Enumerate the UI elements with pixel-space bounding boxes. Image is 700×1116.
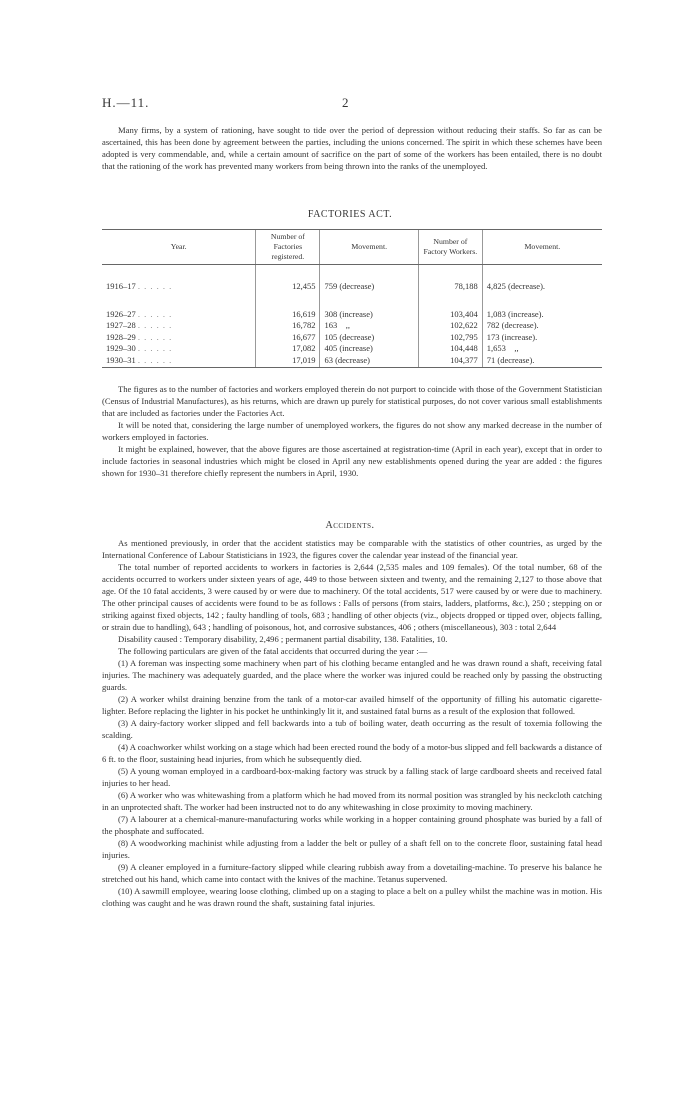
row-workers: 102,795 [418, 332, 482, 344]
accidents-paragraph: Disability caused : Temporary disability, 2,496 ; permanent partial disability, 138. Fatalities, 10. [118, 634, 448, 644]
row-workers-movement: 71 (decrease). [482, 355, 602, 367]
fatal-accident-item: (8) A woodworking machinist while adjusting from a ladder the belt or pulley of a shaft fell on to the concrete floor, sustaining fatal head injuries. [102, 838, 602, 860]
intro-section [102, 124, 602, 172]
row-leader: . . . . . . [137, 343, 173, 354]
col-header-workers-movement: Movement. [482, 230, 602, 265]
row-factories: 16,782 [256, 320, 320, 332]
factories-act-title: FACTORIES ACT. [307, 209, 393, 220]
table-row [102, 320, 602, 332]
col-header-year: Year. [102, 230, 256, 265]
table-row [102, 343, 602, 355]
row-factories: 17,019 [256, 355, 320, 367]
row-movement: 759 (decrease) [320, 281, 419, 293]
accidents-title: Accidents. [325, 520, 375, 531]
row-leader: . . . . . . [137, 308, 173, 319]
row-workers-movement: 173 (increase). [482, 332, 602, 344]
row-movement: 308 (increase) [320, 309, 419, 321]
table-row [102, 281, 602, 293]
row-factories: 17,082 [256, 343, 320, 355]
document-code: H.—11. [102, 95, 150, 110]
notes-paragraph: It might be explained, however, that the above figures are those ascertained at registration-time (April in each year), except that in order to include factories in seasonal industries which might be closed in April any new establishments opened during the year are added : the figures shown for 1930–31 therefore chiefly represent the numbers in April, 1930. [102, 444, 602, 478]
row-leader: . . . . . . [137, 331, 173, 342]
col-header-workers: Number of Factory Workers. [418, 230, 482, 265]
row-movement: 163 ,, [320, 320, 419, 332]
table-row [102, 332, 602, 344]
row-year: 1930–31 [106, 354, 136, 365]
row-workers: 103,404 [418, 309, 482, 321]
fatal-accident-item: (6) A worker who was whitewashing from a platform which he had moved from its normal position was strangled by his neckcloth catching in an unprotected shaft. The worker had been instructed not to do any whitewashing in close proximity to moving machinery. [102, 790, 602, 812]
fatal-accident-item: (4) A coachworker whilst working on a stage which had been erected round the body of a motor-bus slipped and fell backwards a distance of 6 ft. to the floor, sustaining head injuries, from which he subsequently died. [102, 742, 602, 764]
row-workers-movement: 1,653 ,, [482, 343, 602, 355]
intro-paragraph: Many firms, by a system of rationing, have sought to tide over the period of depression without reducing their staffs. So far as can be ascertained, this has been done by agreement between the parties, including the unions concerned. The spirit in which these schemes have been adopted is very commendable, and, while a certain amount of sacrifice on the part of some of the workers has been entailed, there is no doubt that the rationing of the work has prevented many workers from being thrown into the ranks of the unemployed. [102, 125, 602, 171]
fatal-accident-item: (2) A worker whilst draining benzine from the tank of a motor-car availed himself of the opportunity of filling his automatic cigarette-lighter. Before replacing the lighter in his pocket he unthinkingly lit it, and sustained fatal burns as a result of the explosion that followed. [102, 694, 602, 716]
row-year: 1916–17 [106, 281, 136, 291]
notes-section [102, 383, 602, 479]
col-header-factories: Number of Factories registered. [256, 230, 320, 265]
accidents-paragraph: As mentioned previously, in order that the accident statistics may be comparable with the statistics of other countries, as urged by the International Conference of Labour Statisticians in 1923, the figures cover the calendar year instead of the financial year. [102, 538, 602, 560]
row-factories: 16,619 [256, 309, 320, 321]
fatal-accident-item: (3) A dairy-factory worker slipped and fell backwards into a tub of boiling water, death occurring as the result of toxemia following the scalding. [102, 718, 602, 740]
row-workers: 104,448 [418, 343, 482, 355]
row-leader: . . . . . . [137, 320, 173, 331]
fatal-accident-item: (1) A foreman was inspecting some machinery when part of his clothing became entangled and he was drawn round a shaft, receiving fatal injuries. The machinery was adequately guarded, and the place where the worker was injured could be reached only by passing the obstructing guards. [102, 658, 602, 692]
accidents-paragraph: The following particulars are given of the fatal accidents that occurred during the year :— [118, 646, 428, 656]
row-movement: 63 (decrease) [320, 355, 419, 367]
factories-table [102, 229, 602, 368]
notes-paragraph: The figures as to the number of factories and workers employed therein do not purport to coincide with those of the Government Statistician (Census of Industrial Manufactures), as his returns, which are drawn up purely for statistical purposes, do not cover various small establishments that are included as factories under the Factories Act. [102, 384, 602, 418]
fatal-accident-item: (7) A labourer at a chemical-manure-manufacturing works while working in a hopper containing ground phosphate was buried by a fall of the phosphate and suffocated. [102, 814, 602, 836]
table-row [102, 355, 602, 367]
row-workers: 78,188 [418, 281, 482, 293]
row-movement: 105 (decrease) [320, 332, 419, 344]
row-movement: 405 (increase) [320, 343, 419, 355]
col-header-movement: Movement. [320, 230, 419, 265]
row-year: 1929–30 [106, 343, 136, 354]
accidents-section [102, 537, 602, 909]
row-workers-movement: 782 (decrease). [482, 320, 602, 332]
row-workers: 102,622 [418, 320, 482, 332]
page-number: 2 [342, 95, 349, 110]
row-leader: . . . . . . [137, 281, 173, 291]
fatal-accident-item: (5) A young woman employed in a cardboard-box-making factory was struck by a falling stack of large cardboard sheets and received fatal injuries to her head. [102, 766, 602, 788]
row-factories: 16,677 [256, 332, 320, 344]
row-workers-movement: 1,083 (increase). [482, 309, 602, 321]
row-leader: . . . . . . [137, 354, 173, 365]
accidents-paragraph: The total number of reported accidents to workers in factories is 2,644 (2,535 males and 109 females). Of the total number, 68 of the accidents occurred to workers under sixteen years of age, 449 to those between sixteen and twenty, and the remaining 2,127 to those above that age. Of the 10 fatal accidents, 3 were caused by or were due to machinery. Of the total accidents, 517 were caused by or were due to machinery. The other principal causes of accidents were found to be as follows : Falls of persons (from stairs, ladders, platforms, &c.), 250 ; stepping on or striking against fixed objects, 142 ; faulty handling of tools, 683 ; handling of other objects (viz., objects dropped or tipped over, objects falling, or strain due to handling), 643 ; handling of poisonous, hot, and corrosive substances, 406 ; others (miscellaneous), 303 : total 2,644 [102, 562, 602, 632]
table-header-row [102, 230, 602, 265]
fatal-accident-item: (10) A sawmill employee, wearing loose clothing, climbed up on a staging to place a belt on a pulley whilst the machine was in motion. His clothing was caught and he was drawn round the shaft, sustaining fatal injuries. [102, 886, 602, 908]
table-row [102, 309, 602, 321]
notes-paragraph: It will be noted that, considering the large number of unemployed workers, the figures do not show any marked decrease in the number of workers employed in factories. [102, 420, 602, 442]
row-workers: 104,377 [418, 355, 482, 367]
row-year: 1926–27 [106, 308, 136, 319]
row-factories: 12,455 [256, 281, 320, 293]
fatal-accident-item: (9) A cleaner employed in a furniture-factory slipped while clearing rubbish away from a dovetailing-machine. To preserve his balance he stretched out his hand, which came into contact with the knives of the machine. Tetanus supervened. [102, 862, 602, 884]
row-year: 1927–28 [106, 320, 136, 331]
row-year: 1928–29 [106, 331, 136, 342]
row-workers-movement: 4,825 (decrease). [482, 281, 602, 293]
